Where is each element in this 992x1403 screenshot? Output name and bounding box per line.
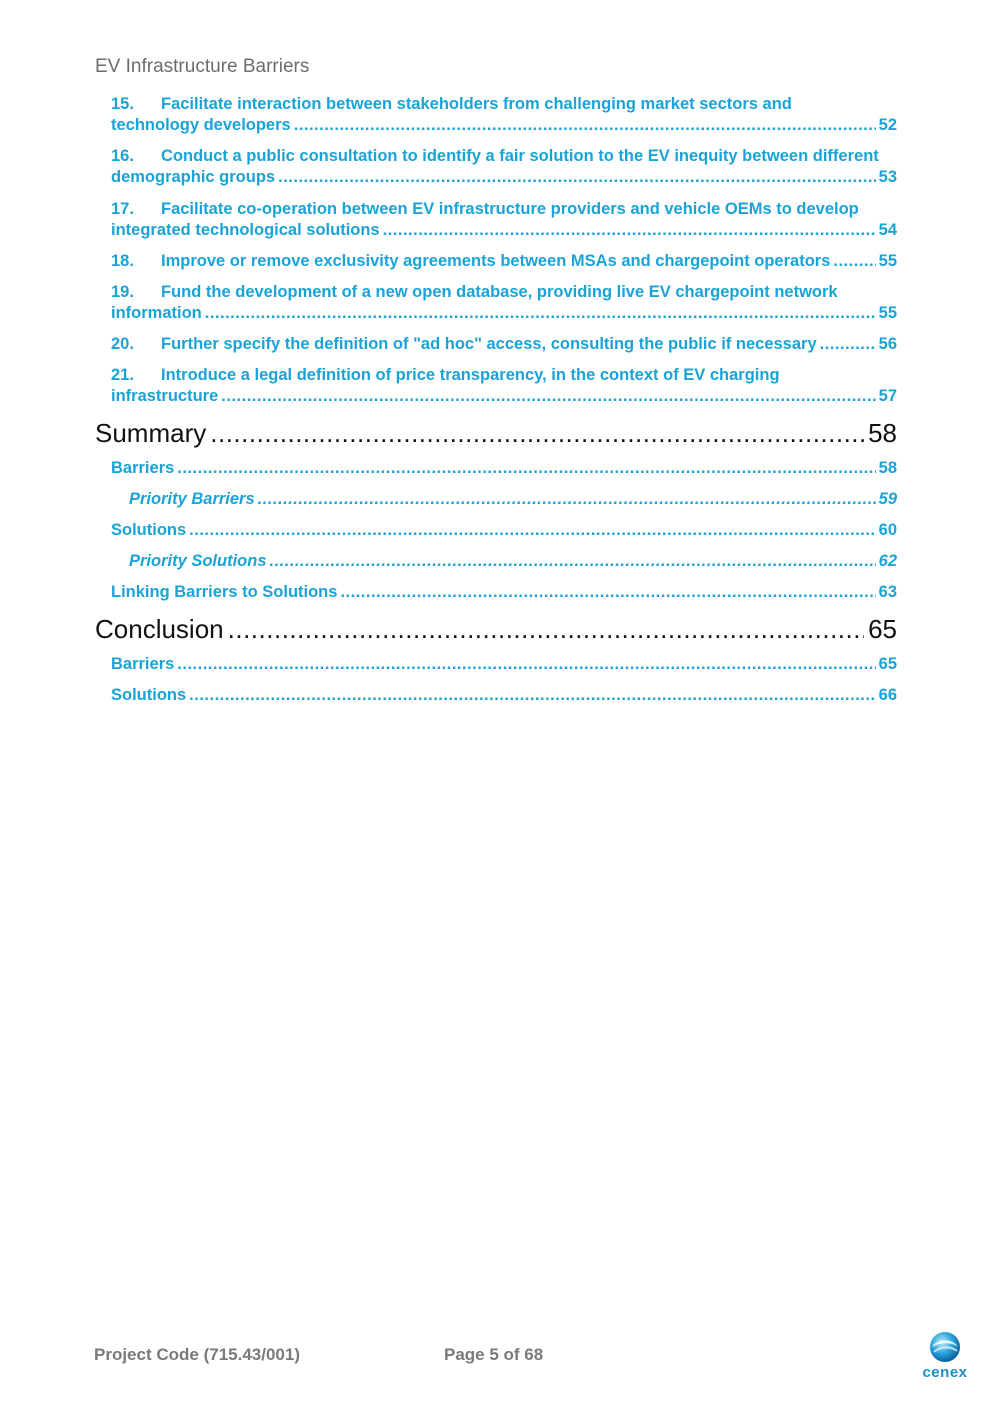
toc-entry-number: 16. [111,147,134,165]
toc-entry-conclusion-barriers[interactable] [111,654,897,675]
toc-entry-text-continued: demographic groups [111,168,276,186]
toc-entry-number: 19. [111,283,134,301]
toc-page-number: 62 [878,552,897,570]
toc-entry-text: Further specify the definition of "ad hoc" access, consulting the public if necessary [161,335,817,353]
toc-leader-dots [189,520,875,541]
toc-page-number: 65 [878,655,897,673]
toc-entry-priority-solutions[interactable] [129,551,897,572]
toc-entry-text-continued: infrastructure [111,387,219,405]
toc-page-number: 55 [878,252,897,270]
toc-entry-text: Introduce a legal definition of price transparency, in the context of EV charging [161,366,780,384]
toc-entry-number: 18. [111,252,134,270]
toc-entry-priority-barriers[interactable] [129,489,897,510]
toc-heading-conclusion[interactable] [95,614,897,644]
toc-entry-linking-barriers[interactable] [111,582,897,603]
toc-entry-text-continued: information [111,304,202,322]
toc-page-number: 58 [878,459,897,477]
toc-entry-17[interactable] [111,199,897,241]
toc-entry-20[interactable] [111,334,897,355]
toc-leader-dots [833,251,875,272]
toc-leader-dots [210,418,864,448]
toc-entry-19[interactable] [111,282,897,324]
toc-entry-text-continued: integrated technological solutions [111,221,380,239]
toc-page-number: 58 [868,418,897,448]
toc-page-number: 54 [878,221,897,239]
toc-entry-18[interactable] [111,251,897,272]
toc-page-number: 60 [878,521,897,539]
toc-leader-dots [270,551,876,572]
toc-heading-title: Summary [95,418,207,448]
toc-page-number: 63 [878,583,897,601]
toc-heading-summary[interactable] [95,418,897,448]
toc-entry-text: Priority Solutions [129,552,267,570]
toc-leader-dots [228,614,864,644]
toc-page-number: 66 [878,686,897,704]
toc-entry-text: Conduct a public consultation to identify a fair solution to the EV inequity between different [161,147,879,165]
toc-page-number: 55 [878,304,897,322]
toc-leader-dots [189,685,875,706]
toc-leader-dots [205,303,876,324]
toc-entry-text: Improve or remove exclusivity agreements between MSAs and chargepoint operators [161,252,831,270]
toc-entry-text: Solutions [111,686,187,704]
toc-page-number: 53 [878,168,897,186]
toc-page-number: 65 [868,614,897,644]
toc-page-number: 59 [878,490,897,508]
toc-leader-dots [278,167,876,188]
toc-entry-16[interactable] [111,146,897,188]
toc-leader-dots [820,334,876,355]
toc-entry-number: 17. [111,200,134,218]
toc-leader-dots [340,582,875,603]
toc-entry-number: 21. [111,366,134,384]
toc-entry-text: Barriers [111,655,175,673]
toc-entry-summary-solutions[interactable] [111,520,897,541]
toc-entry-conclusion-solutions[interactable] [111,685,897,706]
footer-project-code: Project Code (715.43/001) [94,1345,300,1364]
toc-leader-dots [177,654,875,675]
toc-entry-text: Priority Barriers [129,490,255,508]
cenex-logo-text: cenex [922,1364,968,1381]
toc-entry-text: Solutions [111,521,187,539]
toc-entry-number: 20. [111,335,134,353]
toc-entry-text: Linking Barriers to Solutions [111,583,338,601]
toc-leader-dots [221,386,875,407]
cenex-logo-mark-icon [915,1330,975,1366]
footer-page-number: Page 5 of 68 [444,1345,544,1364]
toc-entry-text: Barriers [111,459,175,477]
toc-leader-dots [294,115,876,136]
toc-entry-text: Facilitate co-operation between EV infrastructure providers and vehicle OEMs to develop [161,200,859,218]
document-header-title: EV Infrastructure Barriers [95,56,310,77]
toc-leader-dots [258,489,876,510]
toc-entry-summary-barriers[interactable] [111,458,897,479]
toc-page-number: 56 [878,335,897,353]
toc-entry-text: Facilitate interaction between stakeholders from challenging market sectors and [161,95,792,113]
cenex-logo [915,1330,975,1380]
toc-entry-15[interactable] [111,94,897,136]
toc-entry-text: Fund the development of a new open database, providing live EV chargepoint network [161,283,838,301]
toc-entry-text-continued: technology developers [111,116,291,134]
toc-entry-number: 15. [111,95,134,113]
toc-heading-title: Conclusion [95,614,224,644]
toc-page-number: 57 [878,387,897,405]
toc-leader-dots [177,458,875,479]
toc-page-number: 52 [878,116,897,134]
toc-leader-dots [383,220,876,241]
toc-entry-21[interactable] [111,365,897,407]
